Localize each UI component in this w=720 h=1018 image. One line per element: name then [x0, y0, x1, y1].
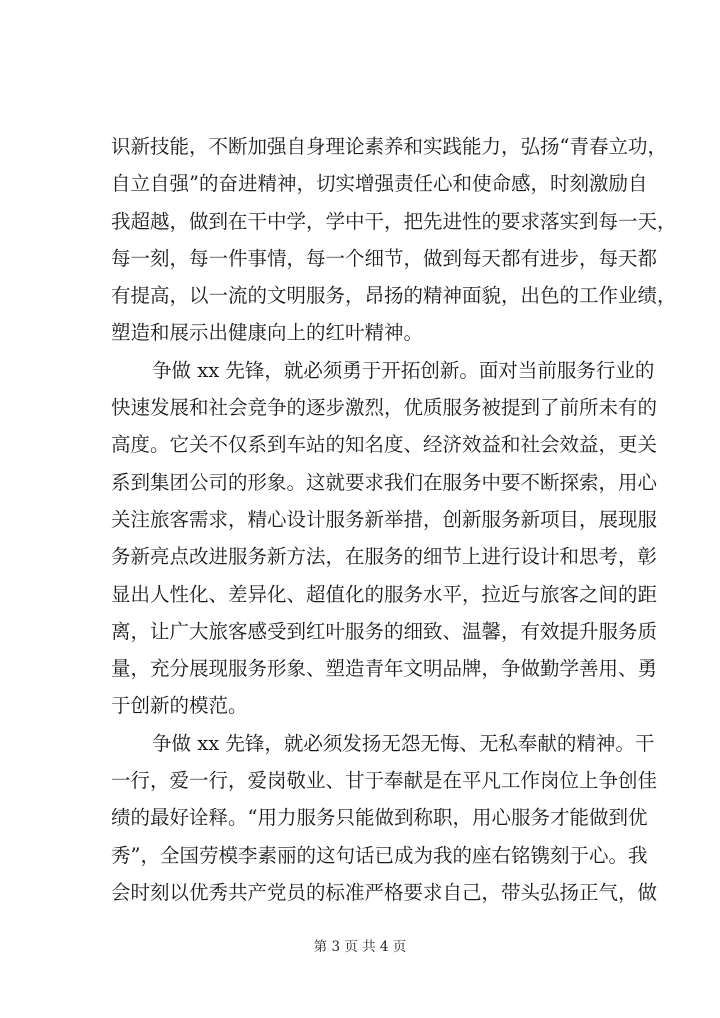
paragraph-2-line-3: 高度。它关不仅系到车站的知名度、经济效益和社会效益，更关 — [111, 433, 658, 457]
paragraph-2-line-7: 显出人性化、差异化、超值化的服务水平，拉近与旅客之间的距 — [111, 582, 658, 606]
paragraph-2-line-2: 快速发展和社会竞争的逐步激烈，优质服务被提到了前所未有的 — [111, 396, 658, 420]
paragraph-1-line-6: 塑造和展示出健康向上的红叶精神。 — [111, 321, 424, 345]
paragraph-1-line-4: 每一刻，每一件事情，每一个细节，做到每天都有进步，每天都 — [111, 246, 658, 270]
paragraph-3-line-3: 绩的最好诠释。“用力服务只能做到称职，用心服务才能做到优 — [111, 806, 648, 830]
paragraph-1-line-1: 识新技能，不断加强自身理论素养和实践能力，弘扬“青春立功， — [111, 135, 667, 158]
paragraph-2-line-5: 关注旅客需求，精心设计服务新举措，创新服务新项目，展现服 — [111, 507, 658, 531]
paragraph-2-line-6: 务新亮点改进服务新方法，在服务的细节上进行设计和思考，彰 — [111, 545, 658, 569]
paragraph-1-line-2: 自立自强”的奋进精神，切实增强责任心和使命感，时刻激励自 — [111, 172, 648, 196]
page-number-footer: 第 3 页 共 4 页 — [313, 939, 407, 955]
paragraph-1-line-5: 有提高，以一流的文明服务，昂扬的精神面貌，出色的工作业绩， — [111, 284, 677, 308]
paragraph-2-line-8: 离，让广大旅客感受到红叶服务的细致、温馨，有效提升服务质 — [111, 619, 658, 643]
paragraph-3-line-5: 会时刻以优秀共产党员的标准严格要求自己，带头弘扬正气，做 — [111, 880, 658, 904]
paragraph-2-line-1: 争做 xx 先锋，就必须勇于开拓创新。面对当前服务行业的 — [152, 358, 655, 382]
paragraph-2-line-9: 量，充分展现服务形象、塑造青年文明品牌，争做勤学善用、勇 — [111, 657, 658, 681]
paragraph-3-line-2: 一行，爱一行，爱岗敬业、甘于奉献是在平凡工作岗位上争创佳 — [111, 769, 658, 793]
paragraph-3-line-4: 秀”，全国劳模李素丽的这句话已成为我的座右铭镌刻于心。我 — [111, 843, 648, 867]
paragraph-1-line-3: 我超越，做到在干中学，学中干，把先进性的要求落实到每一天， — [111, 209, 677, 233]
paragraph-2-line-4: 系到集团公司的形象。这就要求我们在服务中要不断探索，用心 — [111, 470, 658, 494]
body-text — [111, 128, 677, 911]
paragraph-2-line-10: 于创新的模范。 — [111, 694, 248, 718]
paragraph-3-line-1: 争做 xx 先锋，就必须发扬无怨无悔、无私奉献的精神。干 — [152, 731, 655, 755]
